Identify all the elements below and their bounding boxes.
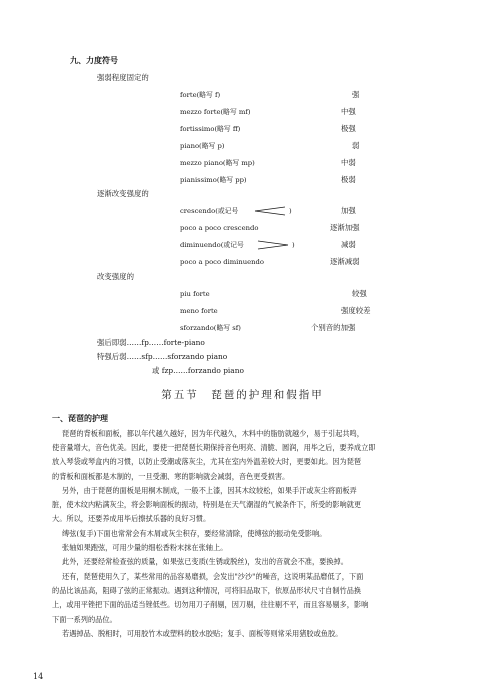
- dynamics-term-forte: forte(略写 f): [180, 91, 221, 99]
- paragraph-line: 的品比该品高，阻碍了弦的正常振动。遇到这种情况，可将旧品取下，依原品形状尺寸自制竹品换: [52, 586, 362, 596]
- paragraph-line: 大。所以，还要养成用毕后擦拭乐器的良好习惯。: [52, 514, 211, 524]
- dynamics-term-poco-diminuendo: poco a poco diminuendo: [180, 258, 264, 266]
- dynamics-term-poco-crescendo: poco a poco crescendo: [180, 224, 259, 232]
- change-dynamics-label: 改变强度的: [97, 272, 134, 281]
- dynamics-term-piu-forte: piu forte: [180, 290, 210, 298]
- paragraph-6: [52, 570, 442, 627]
- dynamics-meaning-mezzo-piano: 中弱: [341, 158, 356, 167]
- dynamics-term-diminuendo-end: ): [292, 241, 295, 249]
- dynamics-term-sforzando: sforzando(略写 sf): [180, 324, 241, 332]
- dynamics-term-piano: piano(略写 p): [180, 142, 225, 150]
- paragraph-4: [52, 541, 442, 555]
- diminuendo-hairpin-icon: [256, 240, 290, 250]
- paragraph-line: 张轴如果跑弦，可用少量的细松香粉末抹在张轴上。: [62, 543, 228, 552]
- dynamics-meaning-fortissimo: 极强: [341, 124, 356, 133]
- dynamics-term-mezzo-piano: mezzo piano(略写 mp): [180, 159, 255, 167]
- dynamics-term-crescendo-end: ): [289, 207, 292, 215]
- dynamics-term-fortissimo: fortissimo(略写 ff): [180, 125, 241, 133]
- paragraph-line: 此外，还要经常检查弦的质量，如果弦已变质(生锈或脱丝)，发出的音就会不准，要换掉。: [62, 557, 348, 566]
- dynamics-term-mezzo-forte: mezzo forte(略写 mf): [180, 108, 251, 116]
- paragraph-line: 缚弦(复手)下面也常常会有木屑或灰尘积存，要经常清除，使缚弦的振动免受影响。: [62, 529, 327, 538]
- dynamics-meaning-pianissimo: 极弱: [341, 175, 356, 184]
- paragraph-1: [52, 427, 442, 484]
- dynamics-meaning-poco-crescendo: 逐渐加强: [330, 223, 360, 232]
- paragraph-5: [52, 555, 442, 569]
- dynamics-meaning-piano: 弱: [352, 141, 360, 150]
- dynamics-meaning-piu-forte: 较强: [352, 289, 367, 298]
- crescendo-hairpin-icon: [253, 206, 287, 216]
- paragraph-line: 还有，琵琶使用久了，某些常用的品容易磨损，会发出"沙沙"的噪音，这说明某品磨低了，下面: [62, 572, 364, 581]
- dynamics-term-diminuendo: diminuendo(或记号: [180, 241, 244, 249]
- paragraph-line: 若遇掉品、脱相时，可用胶竹木或塑料的胶水胶贴；复手、面板等则常采用猪胶或鱼胶。: [62, 629, 343, 638]
- paragraph-line: 另外，由于琵琶的面板是用桐木制成，一般不上漆，因其木纹较松，如果手汗或灰尘将面板弄: [62, 486, 357, 495]
- dynamics-term-pianissimo: pianissimo(略写 pp): [180, 176, 247, 184]
- dynamics-meaning-forte: 强: [352, 90, 360, 99]
- paragraph-line: 琵琶的背板和面板，都以年代越久越好，因为年代越久，木料中的脂肪就越少，易于引起共鸣，: [62, 429, 364, 438]
- dynamics-term-crescendo: crescendo(或记号: [180, 207, 239, 215]
- paragraph-line: 使音量增大，音色优美。因此，要使一把琵琶长期保持音色明亮、清脆、圆润，用毕之后，要养成立即: [52, 443, 376, 453]
- paragraph-line: 放入琴袋或琴盒内的习惯，以防止受潮或落灰尘，尤其在室内外温差较大时，更要如此。因为琵琶: [52, 457, 362, 467]
- dynamics-term-meno-forte: meno forte: [180, 307, 218, 315]
- dynamics-combo-fzp: 或 fzp……forzando piano: [152, 366, 244, 375]
- paragraph-3: [52, 527, 442, 541]
- paragraph-line: 上，或用平锉把下面的品适当锉低些。切勿用刀子削剔，因刀剔，往往剔不平，而且容易剔多，影响: [52, 600, 369, 610]
- section-title-pipa-care: 第五节 琵琶的护理和假指甲: [161, 389, 324, 401]
- gradual-dynamics-label: 逐渐改变强度的: [97, 189, 149, 198]
- dynamics-meaning-meno-forte: 强度较差: [341, 306, 371, 315]
- paragraph-line: 的背板和面板都是木制的，一旦受潮、寒的影响就会减弱，音色更受损害。: [52, 471, 290, 481]
- dynamics-combo-fp: 强后即弱……fp……forte-piano: [97, 338, 205, 347]
- fixed-dynamics-label: 强弱程度固定的: [97, 73, 149, 82]
- paragraph-7: [52, 627, 442, 641]
- dynamics-meaning-sforzando: 个别音的加强: [311, 323, 356, 332]
- paragraph-2: [52, 484, 442, 527]
- dynamics-meaning-mezzo-forte: 中强: [341, 107, 356, 116]
- dynamics-meaning-diminuendo: 减弱: [341, 240, 356, 249]
- paragraph-line: 下面一系列的品位。: [52, 614, 117, 624]
- dynamics-meaning-poco-diminuendo: 逐渐减弱: [330, 257, 360, 266]
- section-heading-dynamics: 九、力度符号: [70, 56, 118, 65]
- paragraph-line: 脏，使木纹内粘满灰尘，将会影响面板的振动，特别是在天气潮湿的气候条件下，所受的影响就更: [52, 500, 362, 510]
- dynamics-combo-sfp: 特强后弱……sfp……sforzando piano: [97, 352, 228, 361]
- subheading-pipa-care: 一、琵琶的护理: [52, 414, 108, 423]
- page-number: 14: [33, 672, 44, 681]
- dynamics-meaning-crescendo: 加强: [341, 206, 356, 215]
